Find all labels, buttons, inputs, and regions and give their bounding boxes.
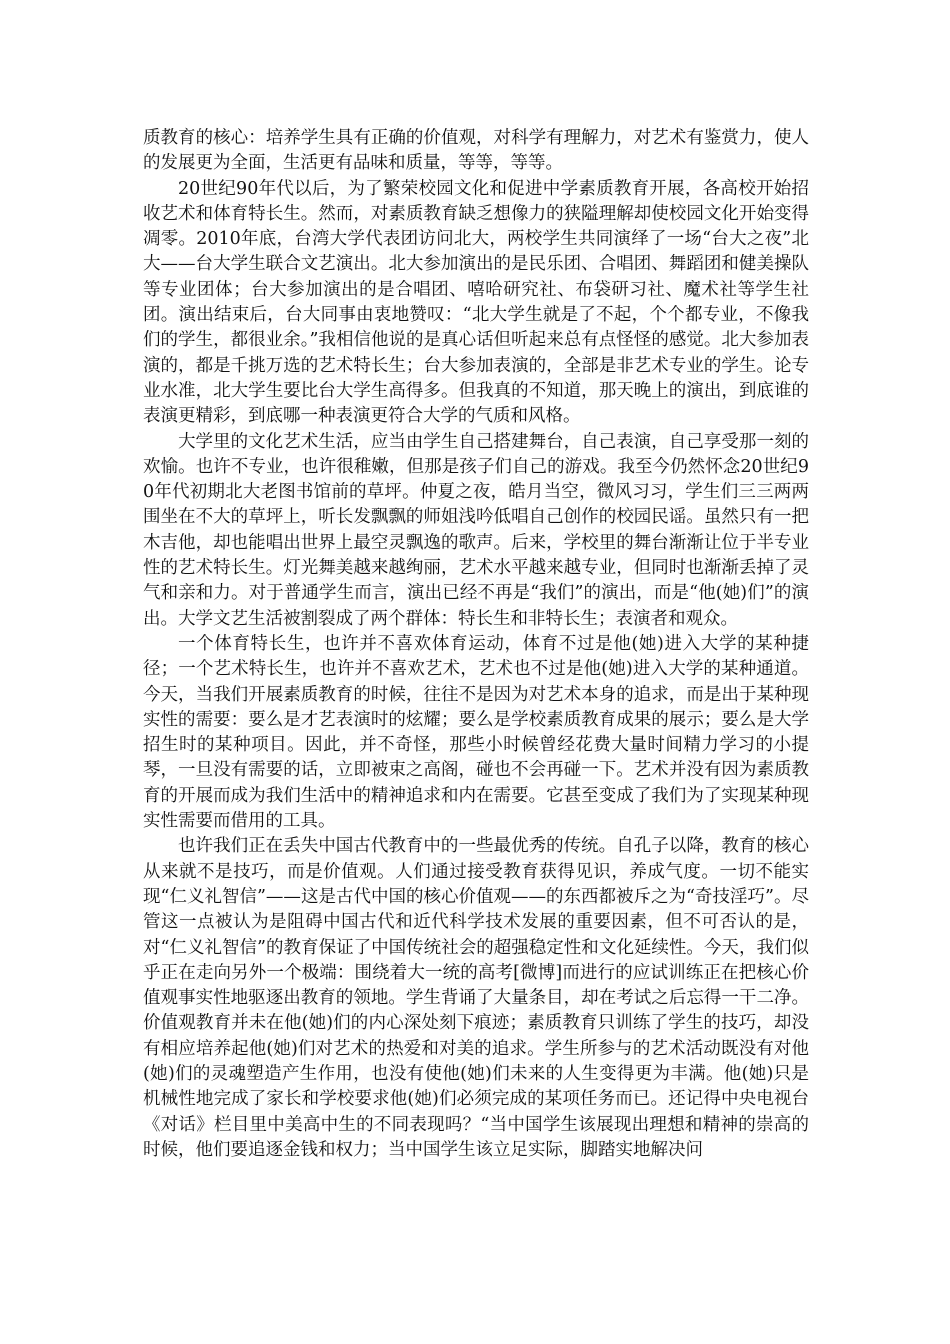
document-page [143, 126, 809, 1163]
paragraph-1: 质教育的核心：培养学生具有正确的价值观，对科学有理解力，对艺术有鉴赏力，使人的发展更为全面，生活更有品味和质量，等等，等等。 [143, 128, 809, 174]
paragraph-2: 20世纪90年代以后，为了繁荣校园文化和促进中学素质教育开展，各高校开始招收艺术和体育特长生。然而，对素质教育缺乏想像力的狭隘理解却使校园文化开始变得凋零。2010年底，台湾大学代表团访问北大，两校学生共同演绎了一场“台大之夜”北大——台大学生联合文艺演出。北大参加演出的是民乐团、合唱团、舞蹈团和健美操队等专业团体；台大参加演出的是合唱团、嘻哈研究社、布袋研习社、魔术社等学生社团。演出结束后，台大同事由衷地赞叹：“北大学生就是了不起，个个都专业，不像我们的学生，都很业余。”我相信他说的是真心话但听起来总有点怪怪的感觉。北大参加表演的，都是千挑万选的艺术特长生；台大参加表演的，全部是非艺术专业的学生。论专业水准，北大学生要比台大学生高得多。但我真的不知道，那天晚上的演出，到底谁的表演更精彩，到底哪一种表演更符合大学的气质和风格。 [143, 178, 809, 427]
paragraph-3: 大学里的文化艺术生活，应当由学生自己搭建舞台，自己表演，自己享受那一刻的欢愉。也许不专业，也许很稚嫩，但那是孩子们自己的游戏。我至今仍然怀念20世纪90年代初期北大老图书馆前的草坪。仲夏之夜，皓月当空，微风习习，学生们三三两两围坐在不大的草坪上，听长发飘飘的师姐浅吟低唱自己创作的校园民谣。虽然只有一把木吉他，却也能唱出世界上最空灵飘逸的歌声。后来，学校里的舞台渐渐让位于半专业性的艺术特长生。灯光舞美越来越绚丽，艺术水平越来越专业，但同时也渐渐丢掉了灵气和亲和力。对于普通学生而言，演出已经不再是“我们”的演出，而是“他(她)们”的演出。大学文艺生活被割裂成了两个群体：特长生和非特长生；表演者和观众。 [143, 431, 809, 629]
paragraph-4: 一个体育特长生，也许并不喜欢体育运动，体育不过是他(她)进入大学的某种捷径；一个艺术特长生，也许并不喜欢艺术，艺术也不过是他(她)进入大学的某种通道。今天，当我们开展素质教育的时候，往往不是因为对艺术本身的追求，而是出于某种现实性的需要：要么是才艺表演时的炫耀；要么是学校素质教育成果的展示；要么是大学招生时的某种项目。因此，并不奇怪，那些小时候曾经花费大量时间精力学习的小提琴，一旦没有需要的话，立即被束之高阁，碰也不会再碰一下。艺术并没有因为素质教育的开展而成为我们生活中的精神追求和内在需要。它甚至变成了我们为了实现某种现实性需要而借用的工具。 [143, 633, 809, 832]
paragraph-5: 也许我们正在丢失中国古代教育中的一些最优秀的传统。自孔子以降，教育的核心从来就不是技巧，而是价值观。人们通过接受教育获得见识，养成气度。一切不能实现“仁义礼智信”——这是古代中国的核心价值观——的东西都被斥之为“奇技淫巧”。尽管这一点被认为是阻碍中国古代和近代科学技术发展的重要因素，但不可否认的是，对“仁义礼智信”的教育保证了中国传统社会的超强稳定性和文化延续性。今天，我们似乎正在走向另外一个极端：围绕着大一统的高考[微博]而进行的应试训练正在把核心价值观事实性地驱逐出教育的领地。学生背诵了大量条目，却在考试之后忘得一干二净。价值观教育并未在他(她)们的内心深处刻下痕迹；素质教育只训练了学生的技巧，却没有相应培养起他(她)们对艺术的热爱和对美的追求。学生所参与的艺术活动既没有对他(她)们的灵魂塑造产生作用，也没有使他(她)们未来的人生变得更为丰满。他(她)只是机械性地完成了家长和学校要求他(她)们必须完成的某项任务而已。还记得中央电视台《对话》栏目里中美高中生的不同表现吗？“当中国学生该展现出理想和精神的崇高的时候，他们要追逐金钱和权力；当中国学生该立足实际，脚踏实地解决问 [143, 836, 809, 1160]
